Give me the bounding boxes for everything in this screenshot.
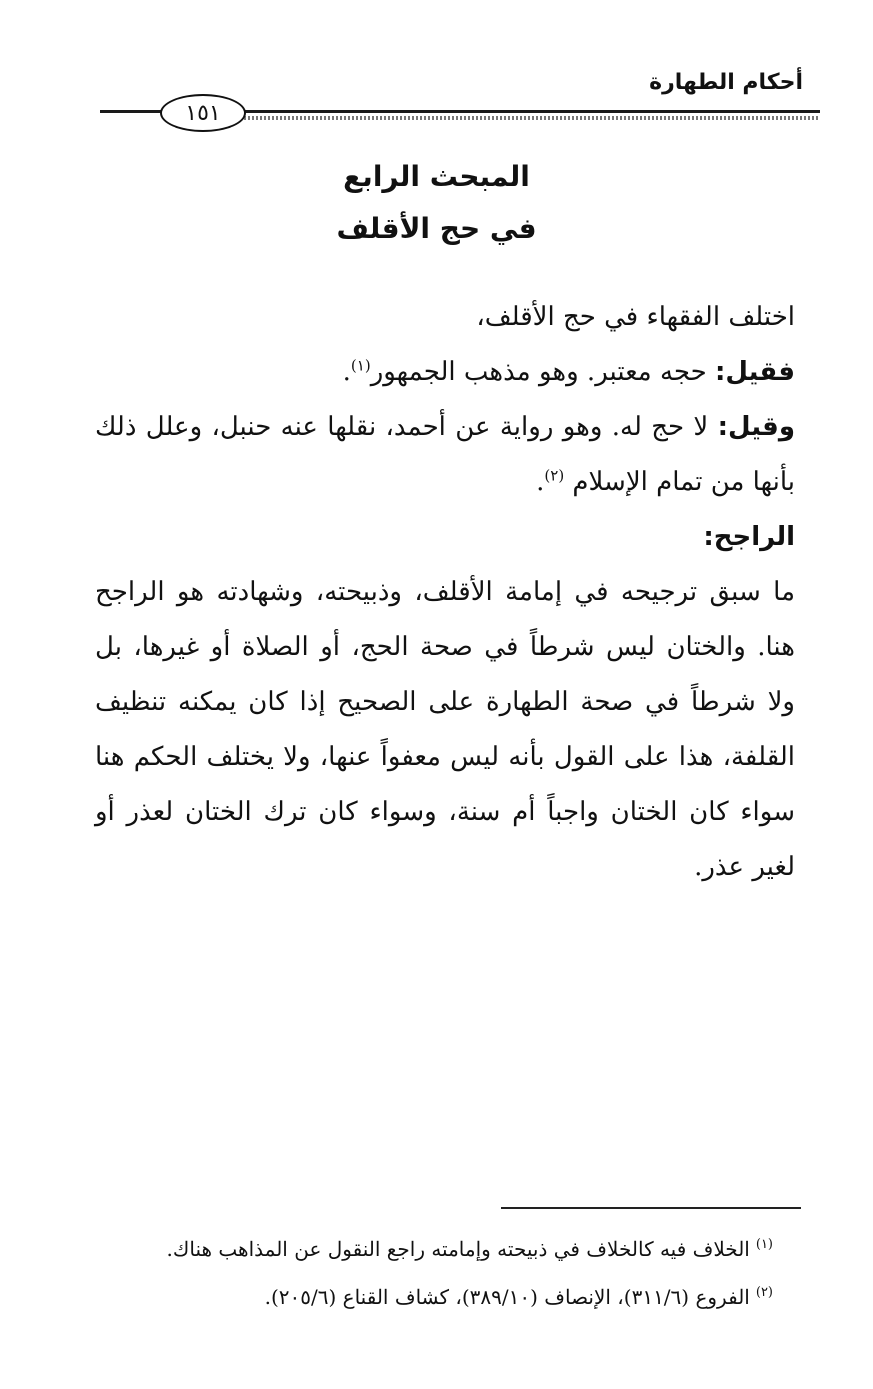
page-number xyxy=(160,94,246,132)
opinion-1-text: حجه معتبر. وهو مذهب الجمهور xyxy=(370,357,716,387)
opinion-2-text: لا حج له. وهو رواية عن أحمد، نقلها عنه حنبل، وعلل ذلك بأنها من تمام الإسلام xyxy=(95,412,795,497)
footnote-1-text: الخلاف فيه كالخلاف في ذبيحته وإمامته راجع النقول عن المذاهب هناك. xyxy=(166,1237,750,1261)
paragraph-preferred xyxy=(95,565,805,895)
opinion-1-lead: فقيل: xyxy=(715,357,795,387)
opinion-2-lead: وقيل: xyxy=(717,412,795,442)
footnote-rule xyxy=(501,1207,801,1209)
preferred-heading: الراجح: xyxy=(703,522,795,552)
footnote-2-text: الفروع (٣١١/٦)، الإنصاف (٣٨٩/١٠)، كشاف القناع (٢٠٥/٦). xyxy=(264,1285,750,1309)
paragraph-opinion-2 xyxy=(95,400,805,510)
section-title: المبحث الرابع xyxy=(343,160,530,193)
running-title: أحكام الطهارة xyxy=(649,70,803,95)
header-ornament xyxy=(240,116,820,120)
paragraph-intro xyxy=(95,290,805,345)
footnote-ref-1: (١) xyxy=(350,356,371,375)
preferred-text: ما سبق ترجيحه في إمامة الأقلف، وذبيحته، وشهادته هو الراجح هنا. والختان ليس شرطاً في صحة الحج، أو الصلاة أو غيرها، بل ولا شرطاً في صحة الطهارة على الصحيح إذا كان يمكنه تنظيف القلفة، هذا على القول بأنه ليس معفواً عنها، ولا يختلف الحكم هنا سواء كان الختان واجباً أم سنة، وسواء كان ترك الختان لعذر أو لغير عذر. xyxy=(95,577,795,882)
opinion-1-end: . xyxy=(342,357,351,387)
opinion-2-end: . xyxy=(536,467,545,497)
footnote-1 xyxy=(93,1225,773,1273)
paragraph-opinion-1 xyxy=(95,345,805,400)
preferred-heading-line xyxy=(95,510,805,565)
intro-text: اختلف الفقهاء في حج الأقلف، xyxy=(476,302,795,332)
footnote-2 xyxy=(93,1273,773,1321)
footnote-2-number: (٢) xyxy=(755,1285,773,1301)
footnotes xyxy=(93,1225,773,1321)
body-text xyxy=(95,290,805,895)
footnote-ref-2: (٢) xyxy=(544,466,565,485)
section-subtitle: في حج الأقلف xyxy=(336,212,537,245)
footnote-1-number: (١) xyxy=(755,1237,773,1253)
page-number-text: ١٥١ xyxy=(185,100,221,126)
